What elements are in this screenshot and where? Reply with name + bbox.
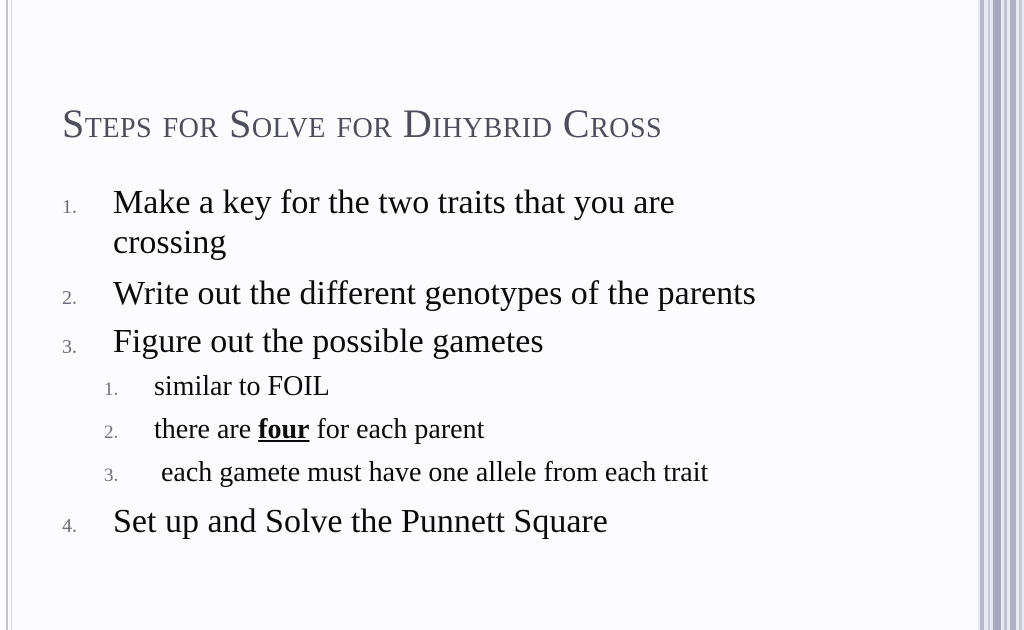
right-decor-line <box>1004 0 1007 630</box>
right-decor-band <box>978 0 1024 630</box>
step-number: 4. <box>62 515 77 537</box>
substep-text-after: for each parent <box>309 414 485 445</box>
left-decor-line-thin <box>11 0 12 630</box>
step-text-line-2: crossing <box>113 224 227 261</box>
step-text: Write out the different genotypes of the parents <box>113 275 756 312</box>
slide-title: Steps for Solve for Dihybrid Cross <box>62 101 663 146</box>
substep-text <box>154 413 484 447</box>
right-decor-line <box>988 0 990 630</box>
right-decor-line <box>993 0 1001 630</box>
substep-number: 2. <box>104 422 119 443</box>
step-number: 1. <box>62 196 77 218</box>
substep-text: each gamete must have one allele from each trait <box>154 457 709 488</box>
right-decor-line <box>1019 0 1022 630</box>
substep-number: 3. <box>104 465 119 486</box>
right-decor-line <box>1010 0 1016 630</box>
step-text: Figure out the possible gametes <box>113 323 544 360</box>
right-decor-line <box>980 0 984 630</box>
substep-text-before: there are <box>154 414 259 445</box>
emphasis-four: four <box>258 414 310 445</box>
substep-number: 1. <box>104 379 119 400</box>
substep-text: similar to FOIL <box>154 371 330 402</box>
left-decor-line <box>6 0 8 630</box>
step-text: Set up and Solve the Punnett Square <box>113 503 608 540</box>
step-number: 3. <box>62 336 77 358</box>
step-text-line-1: Make a key for the two traits that you are <box>113 184 675 221</box>
step-number: 2. <box>62 287 77 309</box>
